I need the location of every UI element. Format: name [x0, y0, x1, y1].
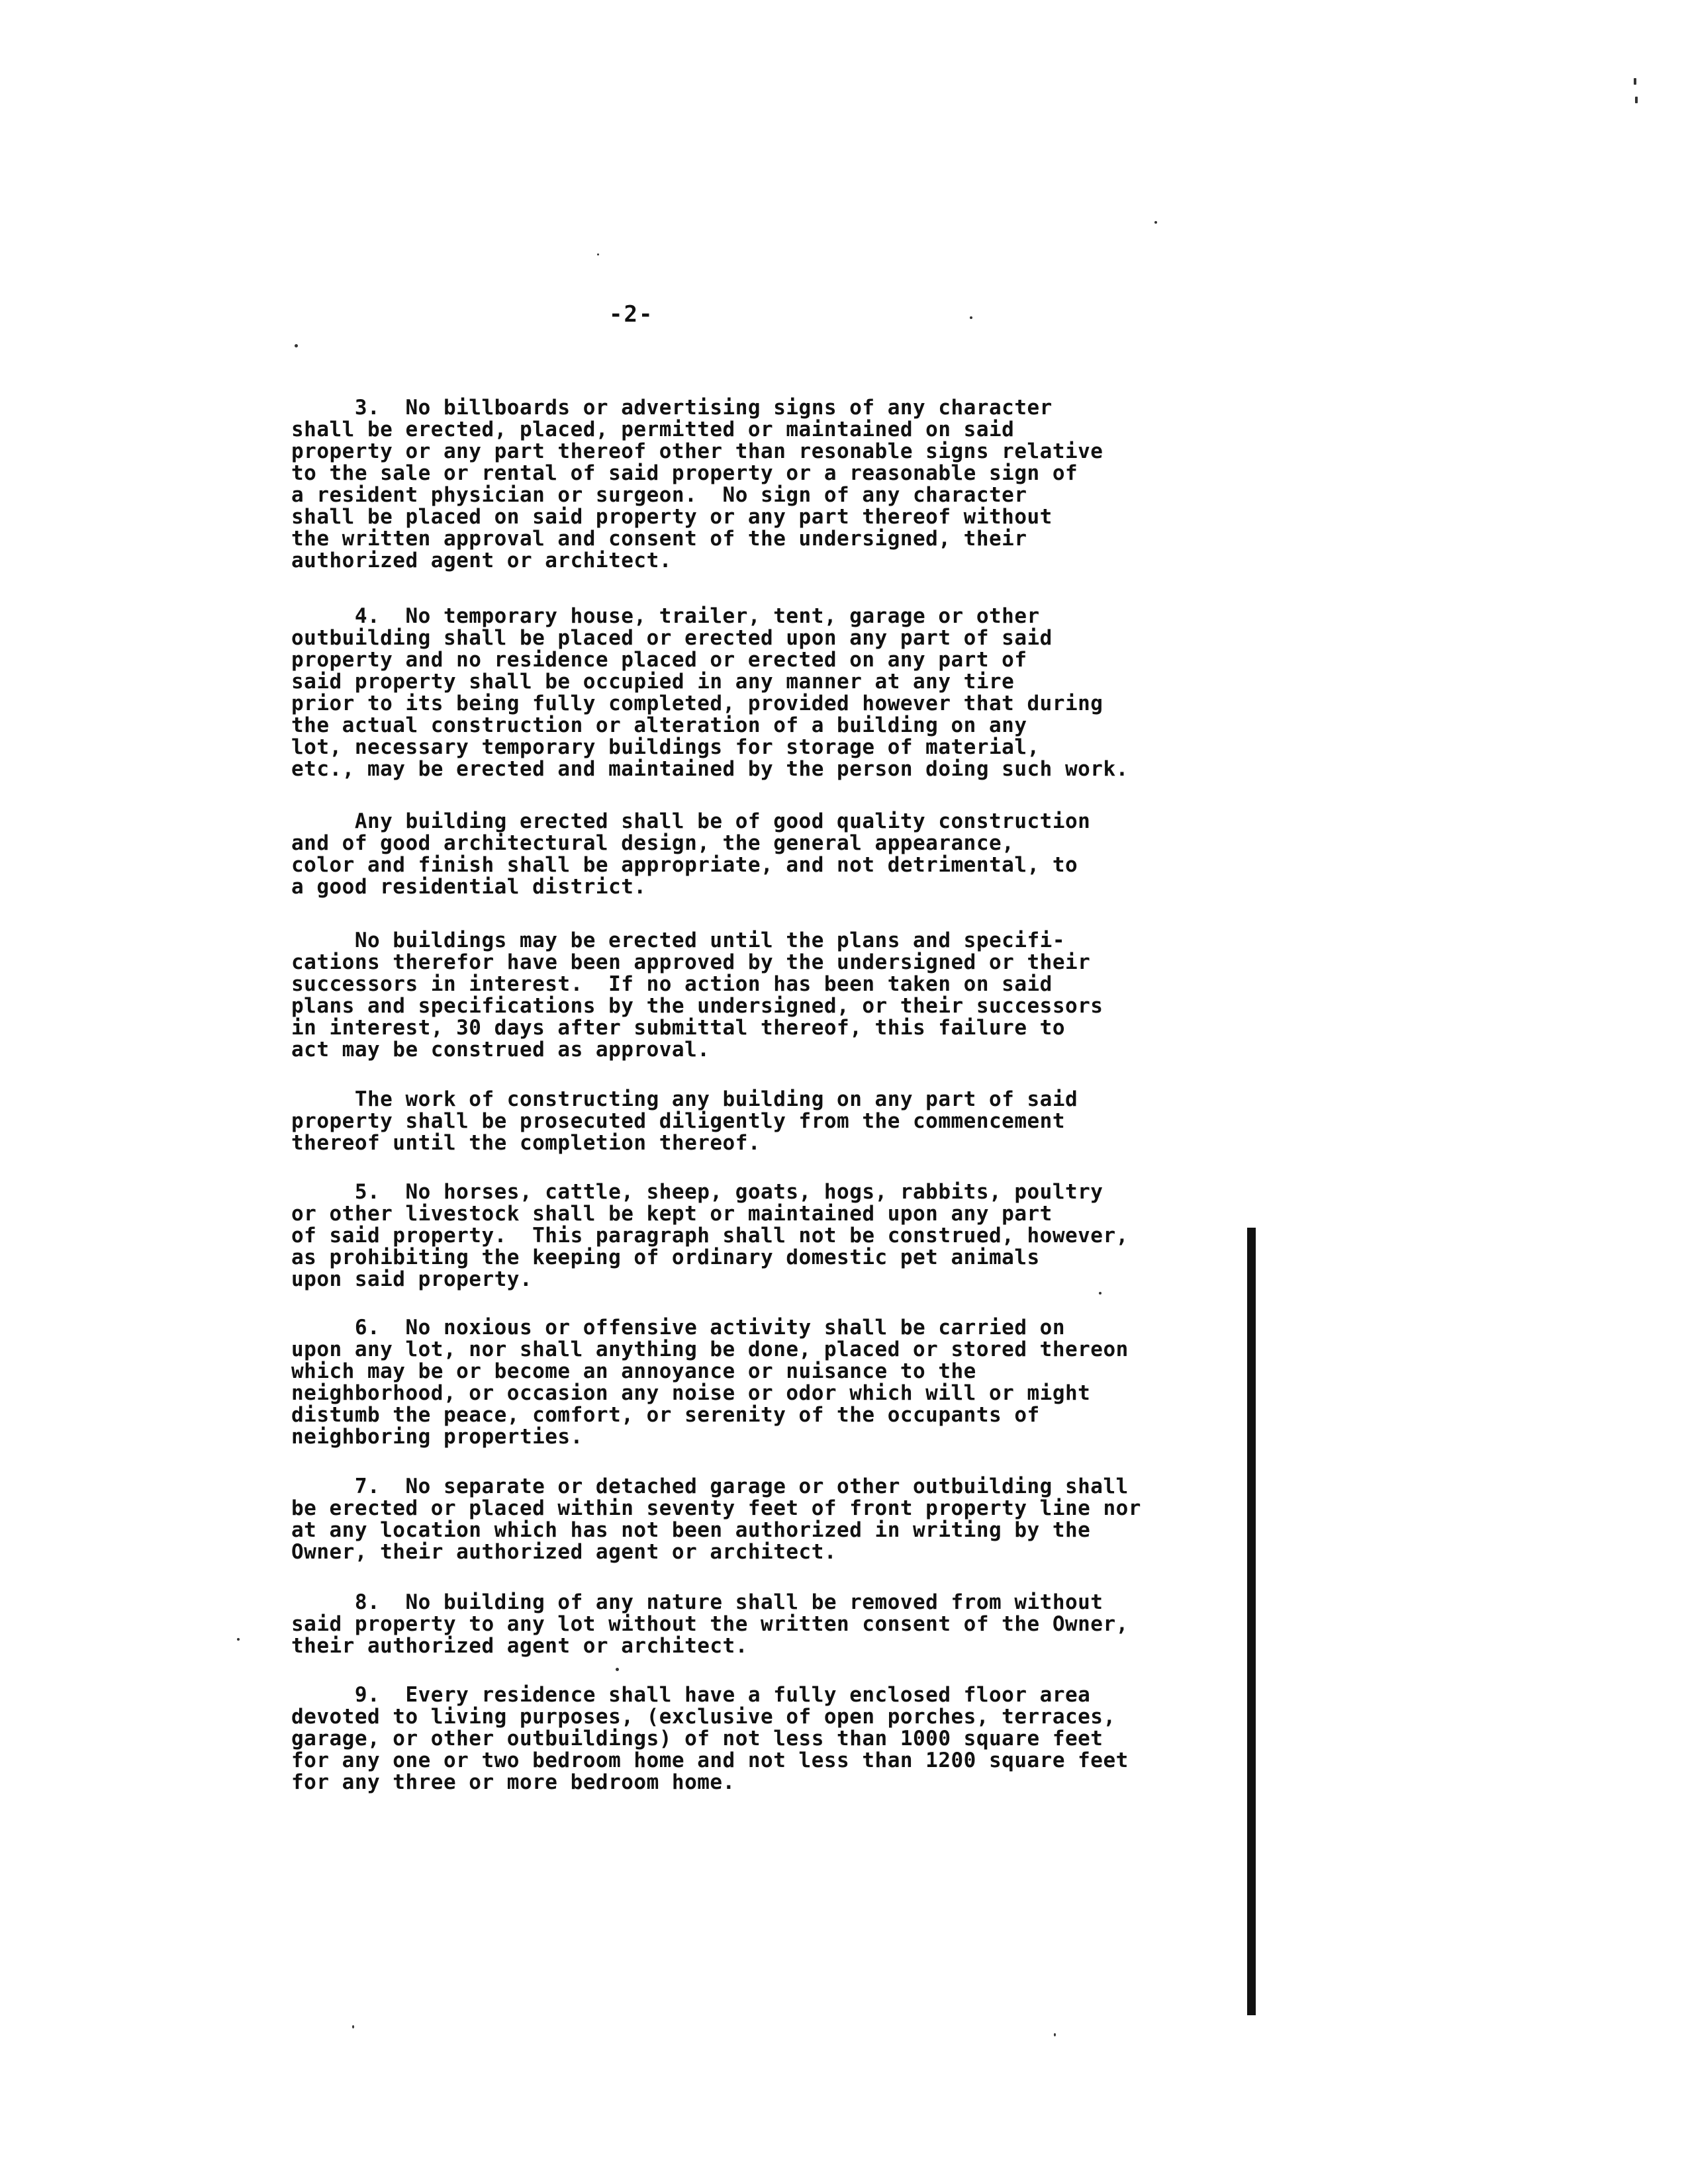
scan-speck	[1154, 221, 1157, 224]
paragraph-5-livestock: 5. No horses, cattle, sheep, goats, hogs, rabbits, poultry or other livestock shall be kept or maintained upon any part of said property. This paragraph shall not be construed, however, as prohibiting the keeping of ordinary domestic pet animals upon said property.	[291, 1180, 1129, 1291]
scan-speck	[970, 316, 972, 319]
scan-speck	[1635, 97, 1638, 103]
scan-speck	[1099, 1292, 1102, 1295]
paragraph-construction-diligence: The work of constructing any building on any part of said property shall be prosecuted diligently from the commencement thereof until the completion thereof.	[291, 1087, 1078, 1155]
paragraph-8-building-removal: 8. No building of any nature shall be removed from without said property to any lot without the written consent of the Owner, their authorized agent or architect.	[291, 1590, 1129, 1658]
scan-speck	[616, 1668, 619, 1671]
scan-speck	[237, 1638, 240, 1641]
scan-speck	[1634, 78, 1636, 85]
margin-change-bar	[1247, 1228, 1256, 2015]
paragraph-4-temporary-structures: 4. No temporary house, trailer, tent, garage or other outbuilding shall be placed or erected upon any part of said property and no residence placed or erected on any part of said property shall be occupied in any manner at any tire prior to its being fully completed, provided however that during the actual construction or alteration of a building on any lot, necessary temporary buildings for storage of material, etc., may be erected and maintained by the person doing such work.	[291, 604, 1129, 781]
scan-speck	[597, 253, 599, 255]
paragraph-6-nuisance: 6. No noxious or offensive activity shall be carried on upon any lot, nor shall anything be done, placed or stored thereon which may be or become an annoyance or nuisance to the neighborhood, or occasion any noise or odor which will or might distumb the peace, comfort, or serenity of the occupants of neighboring properties.	[291, 1316, 1129, 1449]
page-number: -2-	[609, 301, 654, 328]
scan-speck	[295, 344, 298, 347]
paragraph-building-quality: Any building erected shall be of good quality construction and of good architectural design, the general appearance, color and finish shall be appropriate, and not detrimental, to a good residential district.	[291, 809, 1091, 899]
paragraph-7-garage-setback: 7. No separate or detached garage or other outbuilding shall be erected or placed within seventy feet of front property line nor at any location which has not been authorized in writing by the Owner, their authorized agent or architect.	[291, 1475, 1141, 1564]
scan-speck	[1054, 2033, 1056, 2036]
paragraph-plan-approval: No buildings may be erected until the plans and specifi- cations therefor have been approved by the undersigned or their successors in interest. If no action has been taken on said plans and specifications by the undersigned, or their successors in interest, 30 days after submittal thereof, this failure to act may be construed as approval.	[291, 929, 1103, 1062]
paragraph-3-signs: 3. No billboards or advertising signs of any character shall be erected, placed, permitted or maintained on said property or any part thereof other than resonable signs relative to the sale or rental of said property or a reasonable sign of a resident physician or surgeon. No sign of any character shall be placed on said property or any part thereof without the written approval and consent of the undersigned, their authorized agent or architect.	[291, 396, 1103, 572]
scan-speck	[352, 2025, 354, 2028]
paragraph-9-floor-area: 9. Every residence shall have a fully enclosed floor area devoted to living purposes, (exclusive of open porches, terraces, garage, or other outbuildings) of not less than 1000 square feet for any one or two bedroom home and not less than 1200 square feet for any three or more bedroom home.	[291, 1683, 1129, 1794]
